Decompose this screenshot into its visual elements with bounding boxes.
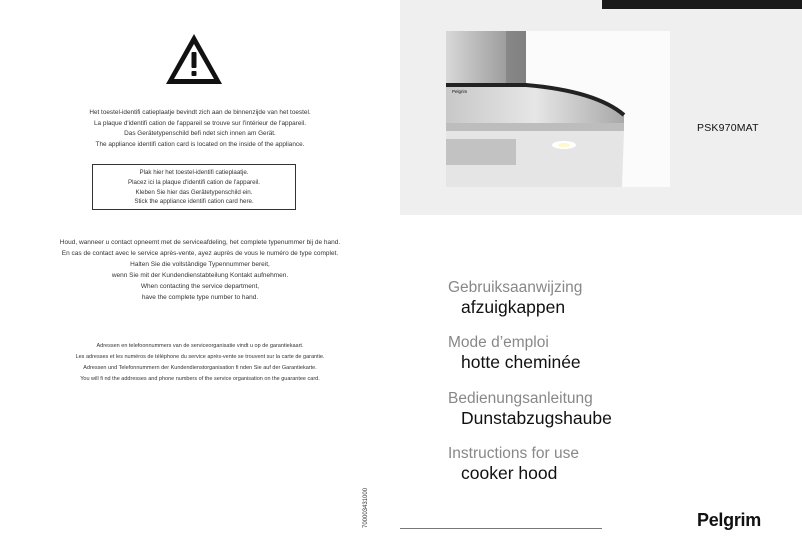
title-language: Bedienungsanleitung (448, 390, 593, 407)
model-code: PSK970MAT (697, 122, 759, 134)
text-line: Placez ici la plaque d'identifi cation de l'appareil. (127, 178, 261, 186)
right-page (400, 0, 802, 549)
bottom-rule (400, 528, 602, 529)
addresses-text (20, 341, 380, 385)
identification-label-box (92, 164, 296, 210)
text-line: Houd, wanneer u contact opneemt met de serviceafdeling, het complete typenummer bij de hand. (59, 239, 341, 246)
text-line: Kleben Sie hier das Gerätetypenschild ein. (135, 188, 253, 196)
cooker-hood-photo (446, 31, 670, 187)
text-line: Halten Sie die vollständige Typennummer bereit, (130, 260, 270, 268)
text-line: The appliance identifi cation card is located on the inside of the appliance. (95, 140, 305, 148)
title-subject: hotte cheminée (461, 352, 581, 372)
service-contact-text (20, 238, 380, 303)
text-line: Plak hier het toestel-identifi catieplaatje. (139, 169, 249, 176)
text-line: Das Gerätetypenschild befi ndet sich innen am Gerät. (124, 130, 276, 138)
title-subject: Dunstabzugshaube (461, 408, 612, 428)
photo-brand-label: Pelgrim (452, 89, 468, 94)
top-bar (602, 0, 802, 9)
title-language: Instructions for use (448, 445, 579, 462)
title-language: Mode d’emploi (448, 334, 549, 351)
text-line: En cas de contact avec le service après-vente, ayez auprès de vous le numéro de type complet. (61, 249, 339, 257)
brand-logo: Pelgrim (697, 510, 761, 530)
title-english (448, 445, 579, 483)
text-line: Adressen en telefoonnummers van de serviceorganisatie vindt u op de garantiekaart. (96, 343, 304, 349)
text-line: Het toestel-identifi catieplaatje bevindt zich aan de binnenzijde van het toestel. (89, 109, 311, 116)
text-line: When contacting the service department, (140, 282, 260, 290)
document-number: 700003431000 (363, 487, 369, 528)
left-page (0, 0, 400, 549)
warning-triangle-icon (162, 30, 226, 88)
text-line: Les adresses et les numéros de téléphone du service après-vente se trouvent sur la carte de garantie. (75, 354, 325, 361)
title-language: Gebruiksaanwijzing (448, 279, 583, 296)
title-subject: cooker hood (461, 463, 558, 483)
text-line: wenn Sie mit der Kundendienstabteilung Kontakt aufnehmen. (111, 271, 289, 279)
text-line: La plaque d'identifi cation de l'appareil se trouve sur l'intérieur de l'appareil. (94, 119, 306, 127)
title-french (448, 334, 581, 372)
card-location-text (40, 108, 360, 150)
text-line: Adressen und Telefonnummern der Kundendienstorganisation fi nden Sie auf der Garantiekarte. (83, 365, 317, 372)
title-dutch (448, 279, 582, 317)
text-line: Stick the appliance identifi cation card here. (134, 198, 254, 206)
text-line: have the complete type number to hand. (141, 293, 259, 301)
text-line: You will fi nd the addresses and phone numbers of the service organisation on the guarantee card. (80, 376, 320, 383)
title-subject: afzuigkappen (461, 297, 566, 317)
title-german (448, 390, 612, 428)
